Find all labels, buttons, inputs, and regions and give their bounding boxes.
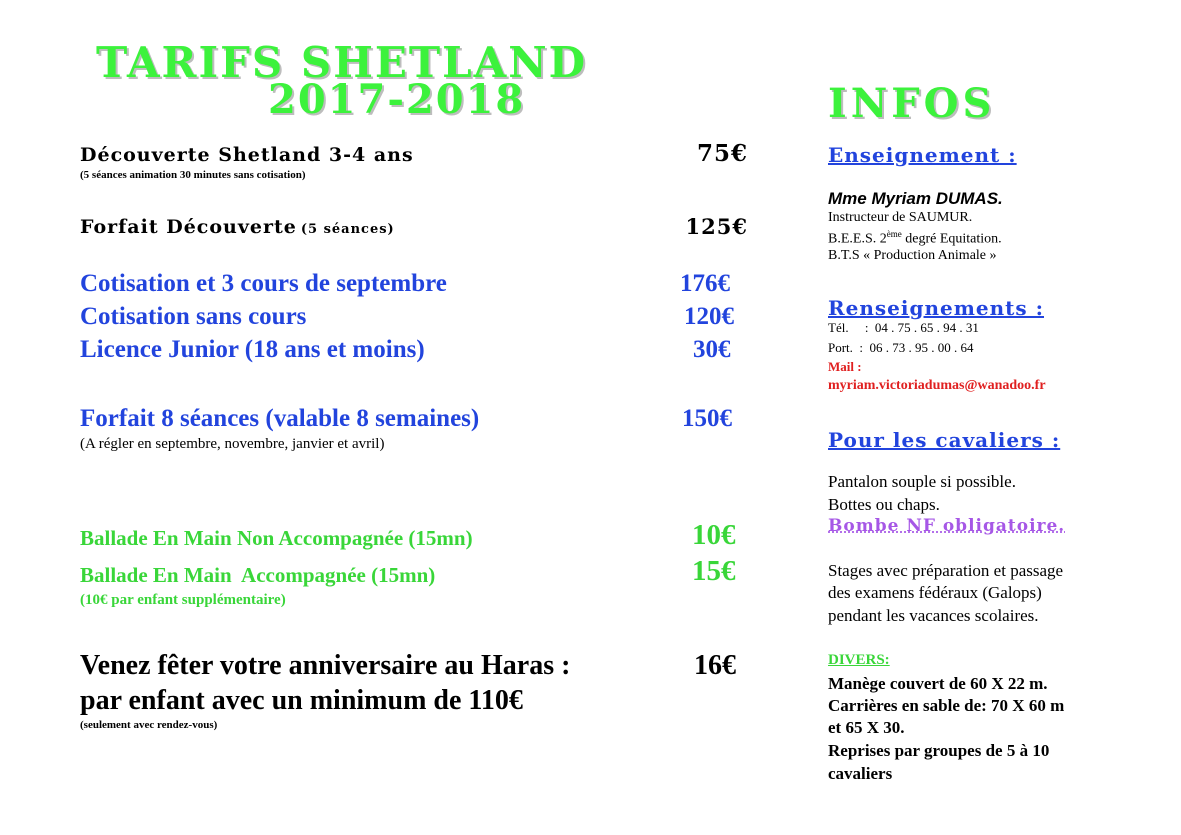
forfait-decouverte-price: 125€: [685, 214, 748, 239]
bees-pre: B.E.E.S. 2: [828, 231, 887, 247]
divers-line-2: Carrières en sable de: 70 X 60 m: [828, 696, 1065, 715]
bombe-obligatoire: Bombe NF obligatoire.: [828, 516, 1066, 536]
ballade-1-price: 10€: [692, 519, 736, 551]
licence-junior-price: 30€: [693, 336, 731, 363]
title-line-2: 2017-2018: [268, 76, 526, 123]
cotisation-sans-label: Cotisation sans cours: [80, 303, 307, 330]
cotisation-cours-label: Cotisation et 3 cours de septembre: [80, 270, 447, 297]
ballade-2-price: 15€: [692, 555, 736, 587]
ballade-1-label: Ballade En Main Non Accompagnée (15mn): [80, 526, 473, 550]
tel: Tél. : 04 . 75 . 65 . 94 . 31: [828, 320, 979, 335]
instructor-line-3: B.T.S « Production Animale »: [828, 248, 997, 263]
divers-line-1: Manège couvert de 60 X 22 m.: [828, 674, 1048, 693]
ballade-2-label: Ballade En Main Accompagnée (15mn): [80, 563, 436, 587]
instructor-line-1: Instructeur de SAUMUR.: [828, 210, 973, 225]
stages-line-1: Stages avec préparation et passage: [828, 561, 1064, 580]
cotisation-cours-price: 176€: [680, 270, 730, 297]
stages-line-3: pendant les vacances scolaires.: [828, 606, 1039, 625]
stages-line-2: des examens fédéraux (Galops): [828, 583, 1042, 602]
mail-address[interactable]: myriam.victoriadumas@wanadoo.fr: [828, 378, 1046, 393]
licence-junior-label: Licence Junior (18 ans et moins): [80, 336, 425, 363]
forfait-decouverte-label: Forfait Découverte: [80, 216, 297, 238]
divers-line-5: cavaliers: [828, 764, 893, 783]
forfait-decouverte-sub: (5 séances): [300, 222, 395, 237]
mail-label: Mail :: [828, 359, 862, 374]
bees-post: degré Equitation.: [901, 231, 1002, 247]
anniversaire-note: (seulement avec rendez-vous): [80, 719, 218, 731]
renseignements-heading: Renseignements :: [828, 296, 1044, 320]
decouverte-label: Découverte Shetland 3-4 ans: [80, 144, 414, 166]
anniversaire-line-2: par enfant avec un minimum de 110€: [80, 685, 523, 716]
cavaliers-line-1: Pantalon souple si possible.: [828, 472, 1016, 491]
decouverte-price: 75€: [696, 140, 748, 167]
title-line-1: TARIFS SHETLAND: [96, 38, 588, 87]
ballade-note: (10€ par enfant supplémentaire): [80, 592, 286, 608]
cotisation-sans-price: 120€: [684, 303, 734, 330]
anniversaire-price: 16€: [694, 650, 736, 681]
enseignement-heading: Enseignement :: [828, 143, 1017, 167]
cavaliers-line-2: Bottes ou chaps.: [828, 495, 940, 514]
instructor-name: Mme Myriam DUMAS.: [828, 189, 1003, 208]
port: Port. : 06 . 73 . 95 . 00 . 64: [828, 340, 974, 355]
forfait8-note: (A régler en septembre, novembre, janvier et avril): [80, 436, 385, 452]
decouverte-note: (5 séances animation 30 minutes sans cotisation): [80, 169, 306, 181]
cavaliers-heading: Pour les cavaliers :: [828, 428, 1061, 452]
forfait8-label: Forfait 8 séances (valable 8 semaines): [80, 405, 480, 432]
forfait8-price: 150€: [682, 405, 732, 432]
divers-line-3: et 65 X 30.: [828, 718, 905, 737]
bees-sup: ème: [886, 229, 902, 239]
forfait-decouverte: [80, 216, 395, 238]
divers-line-4: Reprises par groupes de 5 à 10: [828, 741, 1050, 760]
instructor-bees: [828, 229, 1002, 248]
anniversaire-line-1: Venez fêter votre anniversaire au Haras :: [80, 650, 571, 681]
divers-heading: DIVERS:: [828, 652, 890, 668]
infos-title: INFOS: [828, 80, 996, 127]
